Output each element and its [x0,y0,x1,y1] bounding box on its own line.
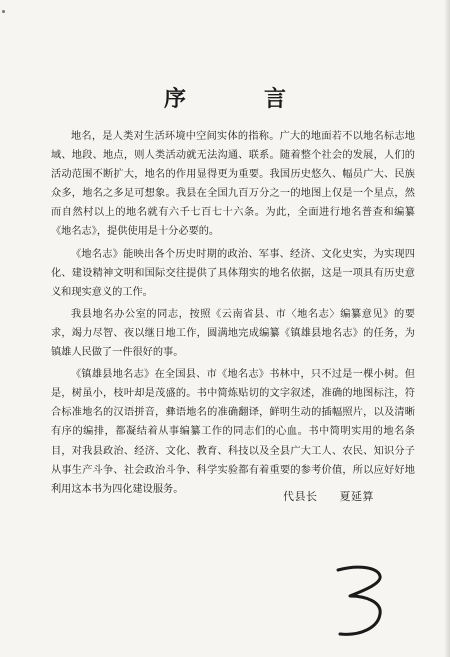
handwritten-page-number [320,560,400,640]
paragraph: 地名，是人类对生活环境中空间实体的指称。广大的地面若不以地名标志地域、地段、地点，则人类活动就无法沟通、联系。随着整个社会的发展，人们的活动范围不断扩大，地名的作用显得更为重要。我国历史悠久、幅员广大、民族众多，地名之多足可想象。我县在全国九百万分之一的地图上仅是一个星点，然而自然村以上的地名就有六千七百七十六条。为此，全面进行地名普查和编纂《地名志》，提供使用是十分必要的。 [51,131,415,238]
paragraph: 《镇雄县地名志》在全国县、市《地名志》书林中，只不过是一棵小树。但是，树虽小，枝叶却是茂盛的。书中简炼贴切的文字叙述，准确的地图标注，符合标准地名的汉语拼音，彝语地名的准确翻译，鲜明生动的插幅照片，以及清晰有序的编排，都凝结着从事编纂工作的同志们的心血。书中简明实用的地名条目，对我县政治、经济、文化、教育、科技以及全县广大工人、农民、知识分子从事生产斗争、社会政治斗争、科学实验都有着重要的参考价值，所以应好好地利用这本书为四化建设服务。 [51,369,415,495]
paragraph: 我县地名办公室的同志，按照《云南省县、市〈地名志〉编纂意见》的要求，竭力尽智、夜以继日地工作，圆满地完成编纂《镇雄县地名志》的任务，为镇雄人民做了一件很好的事。 [51,308,415,359]
page-title: 序 言 [163,86,314,112]
scan-edge-shadow [444,0,450,657]
signature-role: 代县长 [283,490,318,503]
paragraph: 《地名志》能映出各个历史时期的政治、军事、经济、文化史实，为实现四化、建设精神文明和国际交往提供了具体翔实的地名依据，这是一项具有历史意义和现实意义的工作。 [51,248,415,298]
signature-name: 夏延算 [339,490,374,503]
signature-line [283,488,374,504]
scan-speck [2,10,5,13]
preface-body [51,127,415,502]
